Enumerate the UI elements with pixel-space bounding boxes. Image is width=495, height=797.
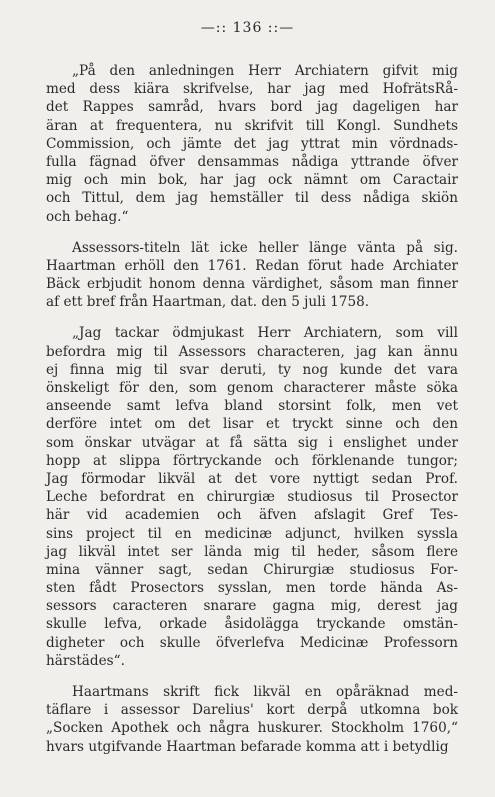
text-line: Assessors-titeln lät icke heller länge vänta på sig. [72, 239, 458, 256]
text-line: Haartmans skrift fick likväl en opåräknad med- [72, 684, 458, 700]
text-line: Leche befordrat en chirurgiæ studiosus til Prosector [46, 489, 458, 506]
text-line: här vid academien och äfven afslagit Gref Tes- [46, 507, 458, 524]
text-line: sessors caracteren snarare gagna mig, derest jag [46, 598, 458, 615]
text-line: skulle lefva, orkade åsidolägga tryckande omstän- [46, 616, 458, 633]
text-line: derföre intet om det lisar et tryckt sinne och den [46, 416, 458, 433]
paragraph [46, 324, 458, 670]
text-line: sins project til en medicinæ adjunct, hvilken syssla [46, 525, 458, 542]
paragraph [46, 62, 458, 226]
text-line: härstädes“. [46, 652, 125, 669]
text-line: Haartman erhöll den 1761. Redan förut hade Archiater [46, 257, 458, 274]
paragraph-gap [46, 670, 458, 683]
text-line: „Jag tackar ödmjukast Herr Archiatern, som vill [72, 325, 458, 342]
text-line: det Rappes samråd, hvars bord jag dageligen har [46, 99, 458, 116]
text-line: täflare i assessor Darelius' kort derpå utkomna bok [46, 702, 458, 719]
text-line: jag likväl intet ser lända mig til heder, såsom flere [46, 543, 458, 560]
paragraph-gap [46, 226, 458, 239]
text-line: Jag förmodar likväl at det vore nyttigt sedan Prof. [46, 470, 458, 487]
text-line: och behag.“ [46, 208, 129, 225]
text-line: med dess kiära skrifvelse, har jag med HofrätsRå- [46, 81, 458, 98]
text-line: mina vänner sagt, sedan Chirurgiæ studiosus For- [46, 561, 458, 578]
text-line: äran at frequentera, nu skrifvit till Kongl. Sundhets [46, 117, 458, 134]
text-line: af ett bref från Haartman, dat. den 5 juli 1758. [46, 294, 370, 311]
text-line: sten fådt Prosectors sysslan, men torde hända As- [46, 580, 458, 597]
text-line: „På den anledningen Herr Archiatern gifvit mig [72, 63, 458, 79]
text-line: fulla fägnad öfver densammas nådiga yttrande öfver [46, 153, 458, 170]
text-line: Commission, och jämte det jag yttrat min vördnads- [46, 135, 458, 152]
page-number-header: —:: 136 ::— [200, 20, 295, 36]
text-line: anseende samt lefva bland storsint folk, men vet [46, 398, 458, 415]
text-line: hopp at slippa förtryckande och förklenande tungor; [46, 452, 458, 469]
paragraph [46, 683, 458, 756]
text-line: hvars utgifvande Haartman befarade komma att i betydlig [46, 738, 449, 755]
text-line: som önskar utvägar at få sätta sig i enslighet under [46, 434, 458, 451]
paragraph [46, 239, 458, 312]
text-line: befordra mig til Assessors characteren, jag kan ännu [46, 343, 458, 360]
text-line: ej finna mig til svar deruti, ty nog kunde det vara [46, 361, 458, 378]
text-line: och Tittul, dem jag hemställer til dess nådiga skiön [46, 190, 458, 207]
paragraph-gap [46, 311, 458, 324]
text-line: „Socken Apothek och några huskurer. Stockholm 1760,“ [46, 720, 458, 737]
page-text [46, 62, 458, 756]
text-line: önskeligt för den, som genom characterer måste söka [46, 380, 458, 396]
text-line: Bäck erbjudit honom denna värdighet, såsom man finner [46, 276, 458, 293]
text-line: digheter och skulle öfverlefva Medicinæ Professorn [46, 634, 458, 651]
text-line: mig och min bok, har jag ock nämnt om Caractair [46, 172, 458, 189]
